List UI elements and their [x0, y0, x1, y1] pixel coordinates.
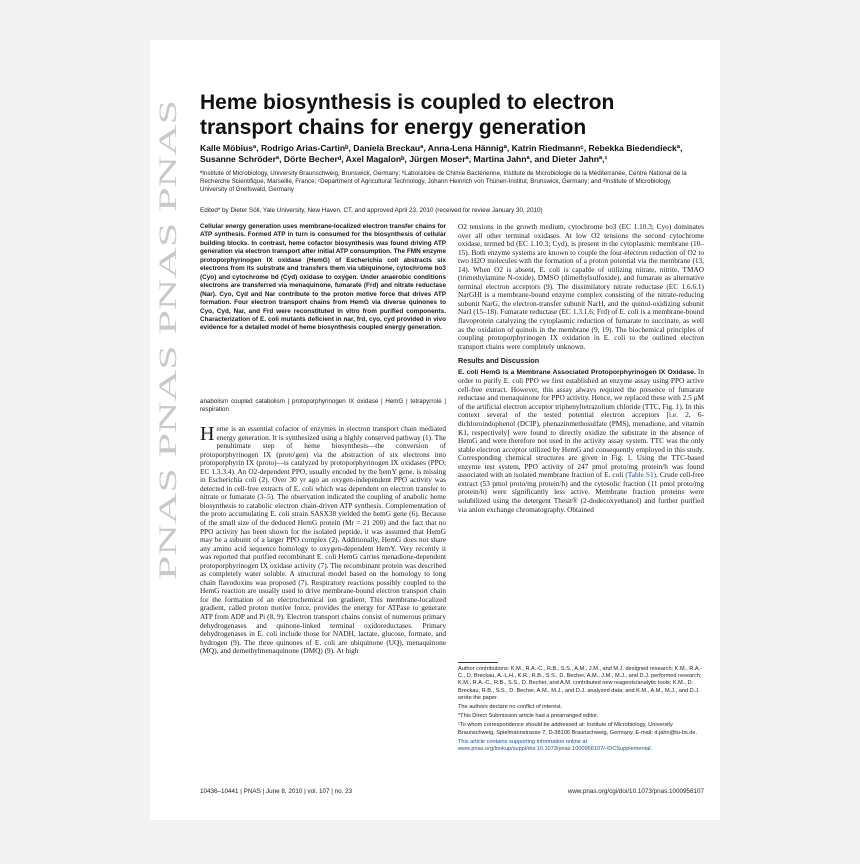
table-s1-link[interactable]: (Table S1): [625, 470, 657, 480]
results-text-2: . Crude cell-free extract (53 pmol proto/mg protein/h) and the cytosolic fraction (11 pmol proto/mg protein/h) were significantly less active. Membrane fraction proteins were solubilized using the detergent Thesit® (2-dodecoxyethanol) and further purified via anion exchange chromatography. Obtained: [458, 470, 704, 514]
results-heading: Results and Discussion: [458, 356, 540, 366]
intro-continuation: O2 tensions in the growth medium, cytochrome bo3 (EC 1.10.3; Cyo) dominates over all other terminal oxidases. At low O2 tensions the second cytochrome oxidase, termed bd (EC 1.10.3; Cyd), is present in the cytoplasmic membrane (10–15). Both enzyme systems are known to couple the four-electron reduction of O2 to two H2O molecules with the formation of a proton potential via the membrane (13, 14). When O2 is absent, E. coli is capable of utilizing nitrate, nitrite, TMAO (trimethylamine N-oxide), DMSO (dimethylsulfoxide), and fumarate as alternative terminal electron acceptors (9). The dissimilatory nitrate reductase (EC 1.6.6.1) NarGHI is a membrane-bound enzyme complex consisting of the nitrate-reducing subunit NarG, the electron-transfer subunit NarH, and the quinol-oxidizing subunit NarI (15–18). Fumarate reductase (EC 1.3.1.6; Frd) of E. coli is a membrane-bound flavoprotein catalyzing the cytoplasmic reduction of fumarate to succinate, as well as the oxidation of quinols in the membrane (9, 19). The biochemical principles of coupling protoporphyrinogen IX oxidation in E. coli to the outlined electron transport chains were completely unknown.: [458, 222, 704, 351]
editor-note: Edited* by Dieter Söll, Yale University, New Haven, CT, and approved April 23, 2010 (received for review January 30, 2010): [200, 207, 543, 214]
watermark-text: PNAS PNAS PNAS PNAS: [155, 305, 182, 580]
journal-page: [150, 40, 720, 820]
affiliations: ªInstitute of Microbiology, University Braunschweig, Brunswick, Germany; ᵇLaboratoire de Chimie Bactérienne, Institute de Microbiologie de la Méditerranée, Centre National de la Recherche Scientifique, Marseille, France; ᶜDepartment of Agricultural Technology, Johann Heinrich von Thünen-Institut, Brunswick, Germany; and ᵈInstitute of Microbiology, University of Greifswald, Germany: [200, 170, 687, 194]
results-text-1: In order to purify E. coli PPO we first established an enzyme assay using PPO active cell-free extract. However, this assay always required the presence of fumarate reductase and menaquinone for PPO activity. Hence, we replaced these with 2.5 μM of the artificial electron acceptor triphenyltetrazolium chloride (TTC, Fig. 1). In this context several of the tested potential electron acceptors [i.e. 2, 6-dichloroindophenol (DCIP), phenazinmethosulfate (PMS), menadione, and vitamin K1, respectively] were found to directly oxidize the substrate in the absence of HemG and were therefore not used in the activity assay system. TTC was the only stable electron acceptor utilized by HemG and consequently employed in this study. Corresponding chemical structures are given in Fig. 1. Using the TTC-based enzyme test system, PPO activity of 247 pmol proto/mg protein/h was found associated with an isolated membrane fraction of E. coli: [458, 366, 705, 480]
keywords: anabolism coupled catabolism | protoporphyrinogen IX oxidase | HemG | tetrapyrrole | respiration: [200, 398, 446, 414]
results-paragraph: [458, 368, 704, 514]
footnote-correspondence: ¹To whom correspondence should be addressed at: Institute of Microbiology, University Braunschweig, Spielmannstrasse 7, D-38106 Braunschweig, Germany. E-mail: d.jahn@tu-bs.de.: [458, 722, 698, 736]
results-subheading: E. coli HemG Is a Membrane Associated Protoporphyrinogen IX Oxidase.: [458, 368, 696, 376]
intro-text: eme is an essential cofactor of enzymes in electron transport chain mediated energy generation. It is synthesized using a highly conserved pathway (1). The penultimate step of heme biosynthesis—the conversion of protoporphyrinogen IX (proto'gen) via the abstraction of six electrons into protoporphyrin IX (proto)—is catalyzed by protoporphyrinogen IX oxidases (PPO; EC 1.3.3.4). An O2-dependent PPO, usually encoded by the hemY gene, is missing in Escherichia coli (2). Over 30 yr ago an oxygen-independent PPO activity was detected in cell-free extracts of E. coli which was dependent on electron transfer to nitrate or fumarate (3–5). The observation indicated the coupling of anabolic heme biosynthesis to catabolic electron chain-driven ATP synthesis. Complementation of the proto accumulating E. coli strain SASX38 yielded the hemG gene (6). Because of the small size of the deduced HemG protein (Mr = 21 200) and the fact that no PPO activity has been shown for the isolated peptide, it was assumed that HemG may be a subunit of a larger PPO complex (2). Additionally, HemG does not share any amino acid sequence homology to oxygen-dependent HemY. Very recently it was reported that purified recombinant E. coli HemG carries menadione-dependent protoporphyrinogen IX oxidase activity (7). The recombinant protein was described as completely water soluble. A structural model based on the homology to long chain flavodoxins was proposed (7). Respiratory reactions possibly coupled to the HemG reaction are usually used to drive membrane-bound electron transport chain for the formation of an electrochemical ion gradient. This membrane-localized gradient, called proton motive force, provides the energy for ATPase to generate ATP from ADP and Pi (8, 9). Electron transport chains consist of numerous primary dehydrogenases and quinone-linked terminal oxidoreductases. Primary dehydrogenases in E. coli include those for NADH, lactate, glucose, formate, and hydrogen (9). The three quinones of E. coli are ubiquinone (UQ), menaquinone (MQ), and demethylmenaquinone (DMQ) (9). At high: [200, 424, 446, 656]
footnote-supplement[interactable]: This article contains supporting information online at www.pnas.org/lookup/suppl/doi:10.1073/pnas.1000956107/-/DCSupplemental.: [458, 738, 653, 753]
page-footer-citation: 10436–10441 | PNAS | June 8, 2010 | vol. 107 | no. 23: [200, 788, 353, 795]
footnotes: [458, 662, 704, 755]
intro-paragraph: [200, 425, 446, 656]
abstract: Cellular energy generation uses membrane-localized electron transfer chains for ATP synthesis. Formed ATP in turn is consumed for the biosynthesis of cellular building blocks. In contrast, heme cofactor biosynthesis was found driving ATP generation via electron transport after initial ATP consumption. The FMN enzyme protoporphyrinogen IX oxidase (HemG) of Escherichia coli abstracts six electrons from its substrate and transfers them via ubiquinone, cytochrome bo3 (Cyo) and cytochrome bd (Cyd) oxidase to oxygen. Under anaerobic conditions electrons are transferred via menaquinone, fumarate (Frd) and nitrate reductase (Nar). Cyo, Cyd and Nar contribute to the proton motive force that drives ATP formation. Four electron transport chains from HemG via diverse quinones to Cyo, Cyd, Nar, and Frd were reconstituted in vitro from purified components. Characterization of E. coli mutants deficient in nar, frd, cyo, cyd provided in vivo evidence for a detailed model of heme biosynthesis coupled energy generation.: [200, 223, 446, 332]
footnote-rule: [458, 662, 498, 663]
footnote-conflict: The authors declare no conflict of interest.: [458, 704, 563, 711]
author-list: Kalle Möbiusª, Rodrigo Arias-Cartinᵇ, Daniela Breckauª, Anna-Lena Hännigª, Katrin Riedmannᶜ, Rebekka Biedendieckª, Susanne Schröderª, Dörte Becherᵈ, Axel Magalonᵇ, Jürgen Moserª, Martina Jahnª, and Dieter Jahnª,¹: [200, 143, 683, 164]
footnote-contributions: Author contributions: K.M., R.A.-C., R.B., S.S., A.M., J.M., and M.J. designed research; K.M., R.A.-C., D. Breckau, A.-L.H., K.R., R.B., S.S., D. Becher, A.M., J.M., M.J., and D.J. performed research; K.M., R.A.-C., R.B., S.S., D. Becher, and A.M. contributed new reagents/analytic tools; K.M., D. Breckau, R.B., S.S., D. Becher, A.M., M.J., and D.J. analyzed data; and K.M., A.M., M.J., and D.J. wrote the paper.: [458, 666, 703, 701]
footnote-editor: *This Direct Submission article had a prearranged editor.: [458, 713, 599, 720]
article-title: Heme biosynthesis is coupled to electron transport chains for energy generation: [200, 91, 615, 139]
drop-cap: H: [200, 423, 215, 445]
right-column: [458, 223, 704, 514]
page-footer-doi[interactable]: www.pnas.org/cgi/doi/10.1073/pnas.1000956107: [567, 788, 704, 795]
pnas-watermark-graphic: [150, 80, 190, 580]
pnas-watermark: [150, 80, 190, 580]
